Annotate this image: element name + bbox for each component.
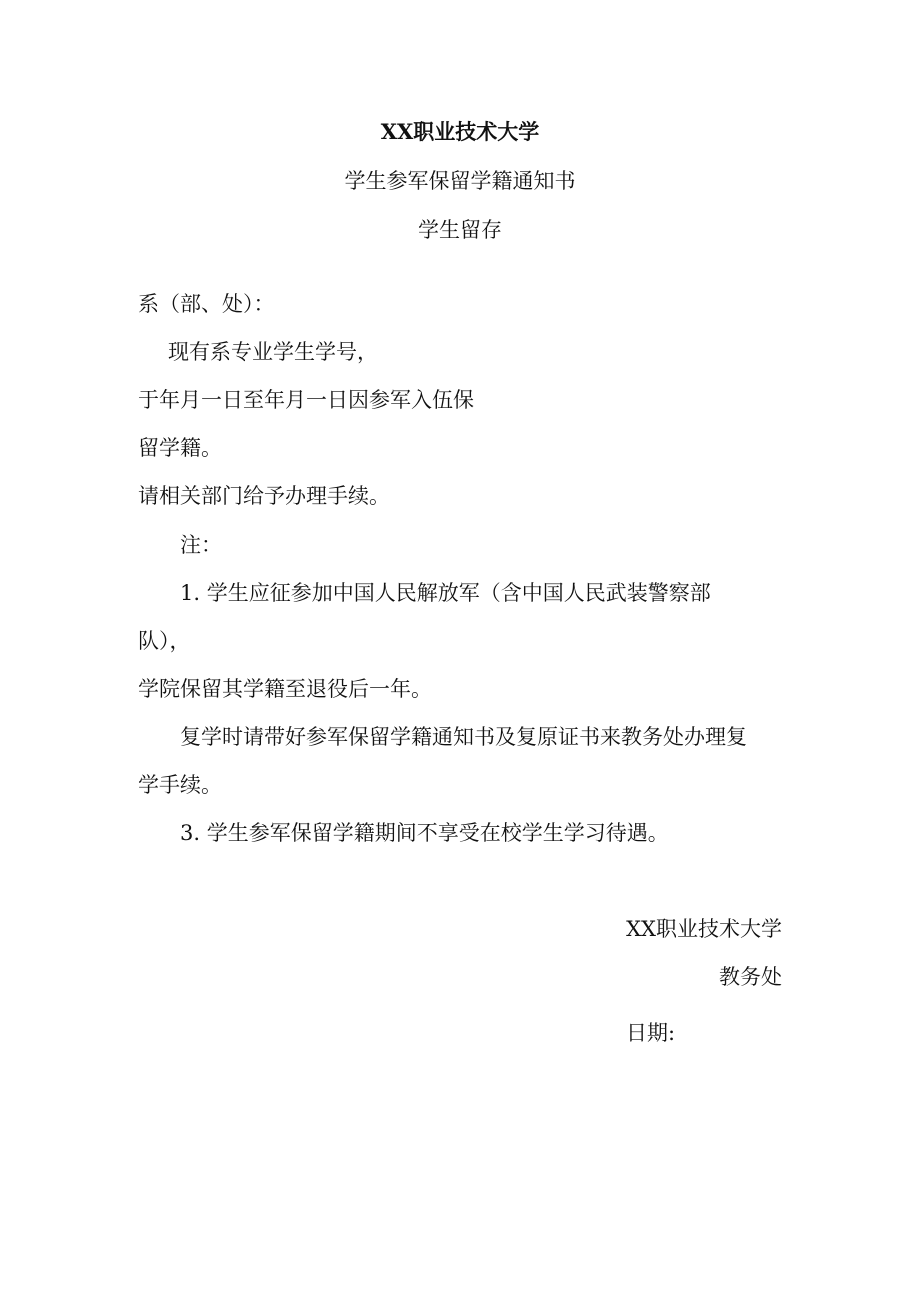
- body-line-3: 留学籍。: [138, 436, 222, 460]
- addressee-line: 系（部、处）：: [138, 292, 275, 316]
- issuer-name: XX职业技术大学: [626, 917, 782, 941]
- body-line-1: 现有系专业学生学号，: [168, 340, 378, 364]
- note-1-line-2: 队），: [138, 629, 191, 653]
- body-line-4: 请相关部门给予办理手续。: [138, 484, 390, 508]
- note-1-line-1: 1. 学生应征参加中国人民解放军（含中国人民武装警察部: [180, 581, 711, 605]
- body-line-2: 于年月一日至年月一日因参军入伍保: [138, 388, 474, 412]
- university-title: XX职业技术大学: [380, 119, 540, 144]
- note-2-line-1: 复学时请带好参军保留学籍通知书及复原证书来教务处办理复: [180, 725, 747, 749]
- copy-label: 学生留存: [418, 218, 502, 242]
- notes-label: 注：: [180, 533, 222, 557]
- date-label: 日期:: [626, 1021, 676, 1045]
- note-3-line: 3. 学生参军保留学籍期间不享受在校学生学习待遇。: [180, 821, 669, 845]
- note-2-line-2: 学手续。: [138, 773, 222, 797]
- note-1-line-3: 学院保留其学籍至退役后一年。: [138, 677, 432, 701]
- issuer-office: 教务处: [719, 965, 782, 989]
- document-title: 学生参军保留学籍通知书: [344, 169, 576, 193]
